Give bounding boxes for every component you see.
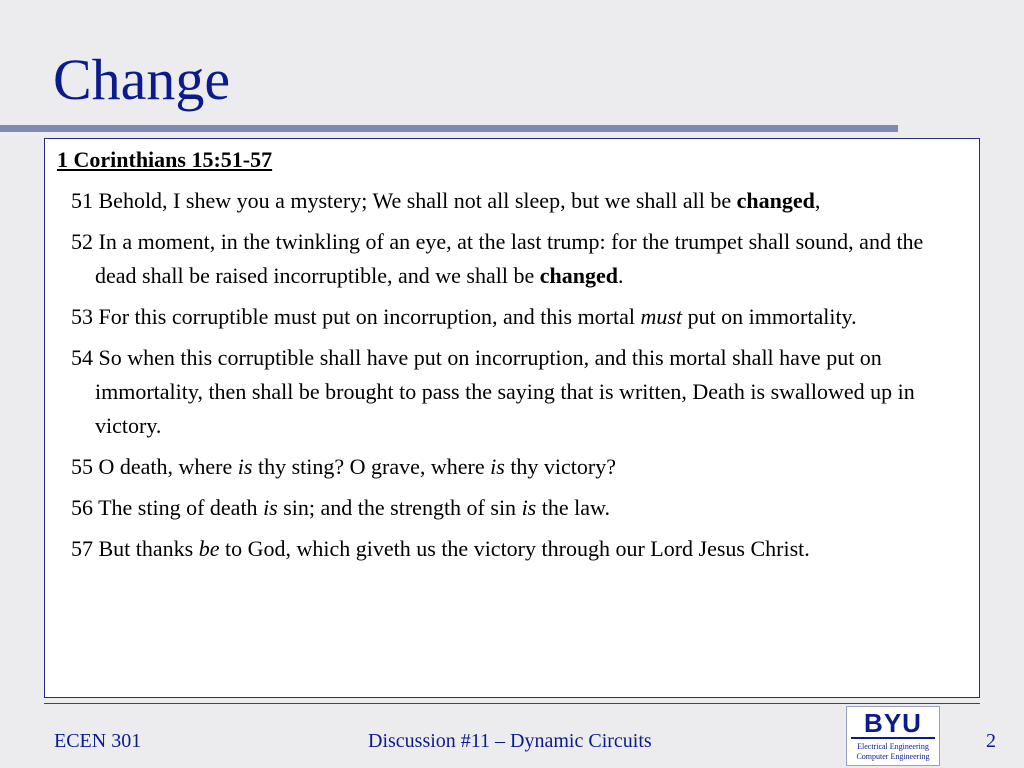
- verse-53: [71, 300, 967, 334]
- byu-logo: [846, 706, 940, 766]
- verse-emphasis: changed: [539, 263, 618, 288]
- verse-italic: must: [640, 304, 683, 329]
- verse-51: [71, 184, 967, 218]
- verse-italic: is: [521, 495, 537, 520]
- slide-title: Change: [53, 47, 231, 112]
- verse-56: [71, 491, 967, 525]
- verse-italic: is: [237, 454, 253, 479]
- verse-text: 56 The sting of death: [71, 495, 264, 520]
- verse-57: [71, 532, 967, 566]
- verse-text: the law.: [536, 495, 610, 520]
- title-divider: [0, 125, 898, 132]
- footer-topic: Discussion #11 – Dynamic Circuits: [368, 730, 652, 752]
- verse-text: 53 For this corruptible must put on incorruption, and this mortal: [71, 304, 641, 329]
- footer-course: ECEN 301: [54, 730, 142, 752]
- verse-text: to God, which giveth us the victory through our Lord Jesus Christ.: [219, 536, 810, 561]
- verse-text: ,: [814, 188, 821, 213]
- verse-text: thy victory?: [504, 454, 617, 479]
- verse-italic: is: [490, 454, 505, 479]
- verse-54: 54 So when this corruptible shall have put on incorruption, and this mortal shall have put on immortality, then shall be brought to pass the saying that is written, Death is swallowed up in victory.: [71, 345, 915, 438]
- verse-italic: is: [263, 495, 278, 520]
- verse-text: put on immortality.: [682, 304, 857, 329]
- verse-text: .: [618, 263, 624, 288]
- verse-text: thy sting? O grave, where: [252, 454, 491, 479]
- verse-italic: be: [198, 536, 220, 561]
- verse-text: 51 Behold, I shew you a mystery; We shall not all sleep, but we shall all be: [71, 188, 737, 213]
- verse-text: sin; and the strength of sin: [277, 495, 522, 520]
- logo-department-line-1: Electrical Engineering: [857, 742, 929, 751]
- verse-text: 55 O death, where: [71, 454, 238, 479]
- footer-page-number: 2: [986, 730, 996, 752]
- scripture-text-box: [44, 138, 980, 698]
- verse-52: [71, 225, 967, 293]
- verse-emphasis: changed: [736, 188, 815, 213]
- verse-55: [71, 450, 967, 484]
- logo-wordmark: BYU: [851, 709, 935, 739]
- scripture-reference: 1 Corinthians 15:51-57: [57, 147, 273, 172]
- verse-text: 52 In a moment, in the twinkling of an eye, at the last trump: for the trumpet shall sound, and the dead shall be raised incorruptible, and we shall be: [71, 229, 924, 288]
- verse-text: 57 But thanks: [71, 536, 199, 561]
- footer-divider: [44, 703, 980, 704]
- logo-department-line-2: Computer Engineering: [856, 752, 930, 761]
